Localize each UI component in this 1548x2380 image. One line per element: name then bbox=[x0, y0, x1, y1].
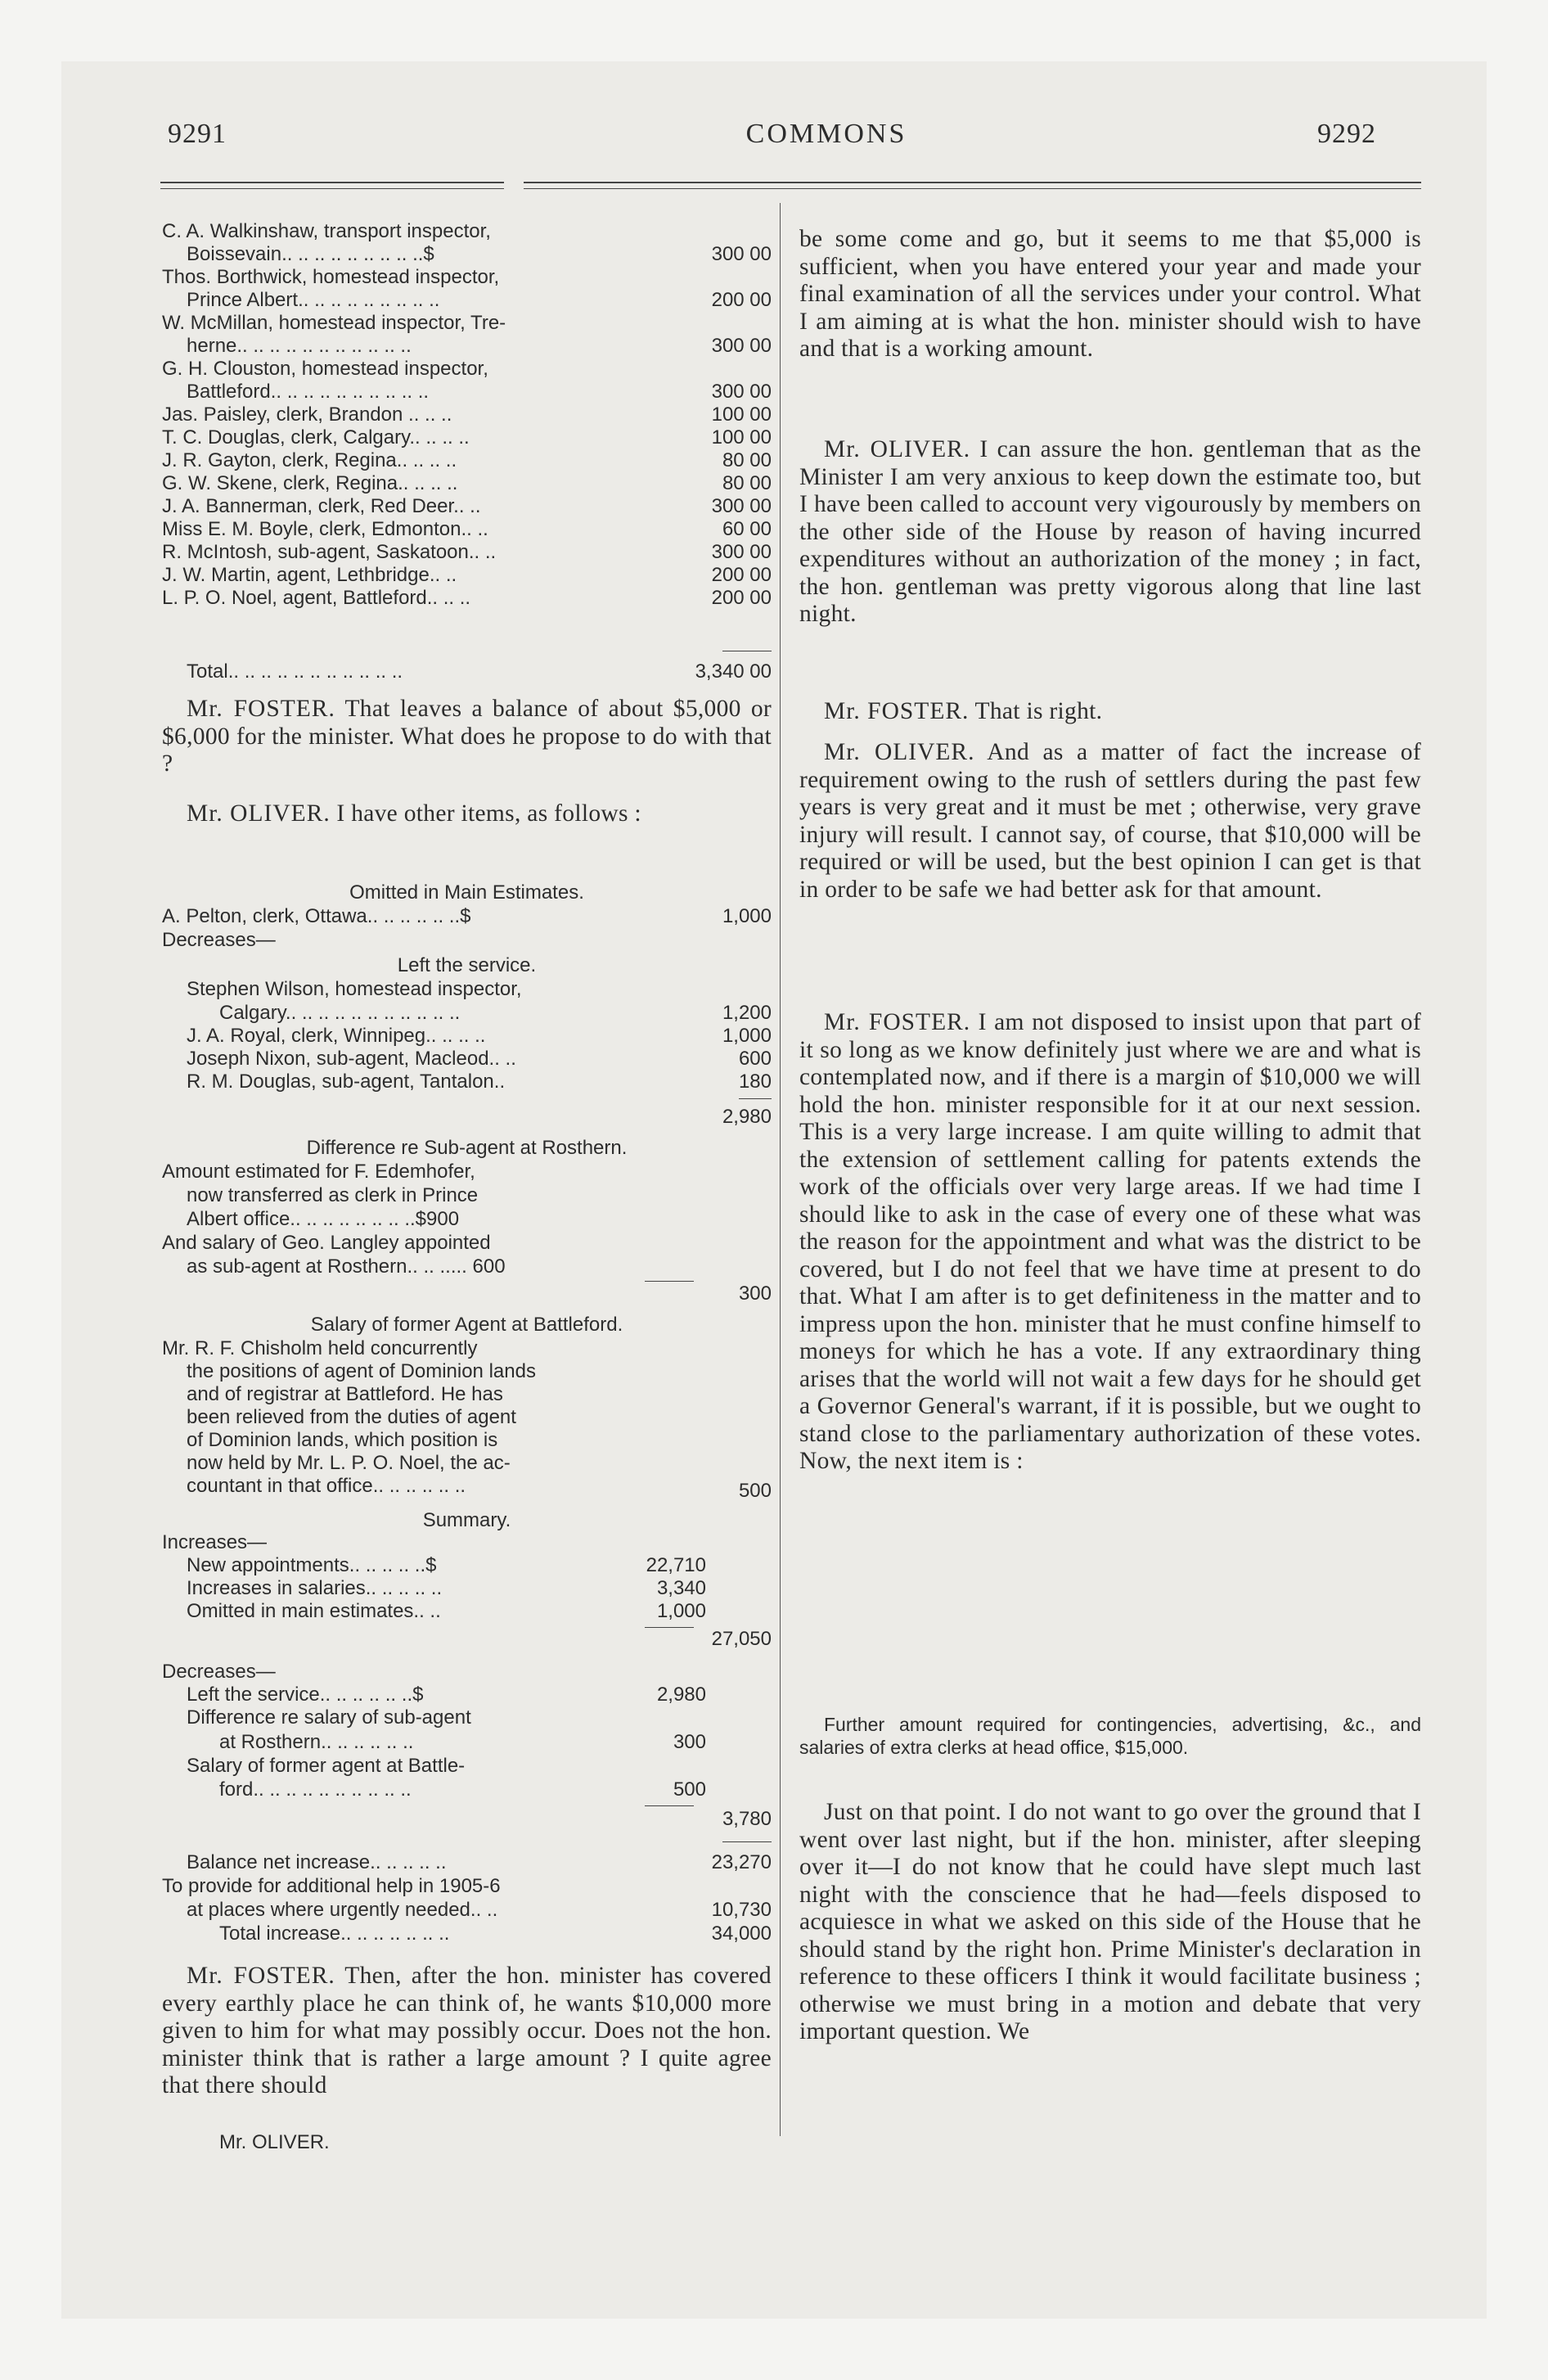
page-title: COMMONS bbox=[745, 119, 907, 149]
wilson-line: Stephen Wilson, homestead inspector, bbox=[187, 978, 522, 1000]
staff-row bbox=[162, 449, 772, 473]
staff-amount: 80 00 bbox=[722, 449, 772, 471]
pelton-amount: 1,000 bbox=[722, 905, 772, 927]
chisholm-line: Mr. R. F. Chisholm held concurrently bbox=[162, 1337, 478, 1359]
salary-former-line: ford.. .. .. .. .. .. .. .. .. .. 500 bbox=[219, 1778, 706, 1801]
decreases-total: 3,780 bbox=[722, 1808, 772, 1830]
staff-amount: 60 00 bbox=[722, 518, 772, 540]
staff-row bbox=[162, 357, 772, 381]
wilson-line: Calgary.. .. .. .. .. .. .. .. .. .. .. 1,200 bbox=[219, 1002, 772, 1024]
staff-row bbox=[162, 471, 772, 496]
speech-foster-2 bbox=[162, 1963, 772, 2100]
speech-text: be some come and go, but it seems to me that $5,000 is sufficient, when you have entered your year and made your final examination of all the services under your control. What I am aiming at is what the hon. minister should wish to have and that is a working amount. bbox=[799, 226, 1421, 362]
speech-foster-3 bbox=[799, 698, 1421, 726]
left-service-amount: 2,980 bbox=[656, 1684, 706, 1706]
staff-name: Miss E. M. Boyle, clerk, Edmonton.. .. bbox=[162, 518, 488, 540]
header-rule bbox=[524, 188, 1421, 189]
staff-name: J. A. Bannerman, clerk, Red Deer.. .. bbox=[162, 495, 481, 517]
balance-line: Balance net increase.. .. .. .. .. 23,270 bbox=[187, 1851, 772, 1873]
nixon-amount: 600 bbox=[738, 1048, 772, 1070]
staff-amount: 300 00 bbox=[711, 495, 772, 517]
provide-amount: 10,730 bbox=[711, 1899, 772, 1921]
staff-name: G. W. Skene, clerk, Regina.. .. .. .. bbox=[162, 472, 458, 494]
new-appointments-line: New appointments.. .. .. .. ..$ 22,710 bbox=[187, 1554, 706, 1576]
summary-heading: Summary. bbox=[422, 1509, 511, 1531]
staff-row bbox=[162, 426, 772, 450]
edemhofer-line: now transferred as clerk in Prince bbox=[187, 1184, 479, 1206]
staff-amount: 100 00 bbox=[711, 403, 772, 426]
chisholm-line: now held by Mr. L. P. O. Noel, the ac- bbox=[187, 1452, 511, 1474]
speech-text: I am not disposed to insist upon that part of it so long as we know definitely just where we are and what is contemplated now, and if there is a margin of $10,000 we will hold the hon. minister responsible for it at our next session. This is a very large increase. I am quite willing to admit that the extension of settlement calling for patents extends the work of the officials over very large areas. If we had time I should like to ask in the case of every one of these what was the reason for the appointment and what was the district to be covered, but I do not feel that we have time at present to do that. What I am after is to get definiteness in the matter and to impress upon the hon. minister that he must confine himself to moneys for which he has a vote. If any extraordinary thing arises that the world will not wait a few days for he should get a Governor General's warrant, if it is possible, but we ought to stand close to the parliamentary authorization of these votes. Now, the next item is : bbox=[799, 1009, 1421, 1474]
speech-continuation bbox=[799, 226, 1421, 363]
difference-heading: Difference re Sub-agent at Rosthern. bbox=[306, 1137, 628, 1159]
staff-name: J. R. Gayton, clerk, Regina.. .. .. .. bbox=[162, 449, 457, 471]
langley-line: as sub-agent at Rosthern.. .. ..... 600 bbox=[187, 1255, 506, 1278]
royal-amount: 1,000 bbox=[722, 1025, 772, 1047]
speech-text: That is right. bbox=[974, 698, 1103, 724]
page-number-right: 9292 bbox=[1317, 119, 1376, 149]
speech-text: Just on that point. I do not want to go over the ground that I went over last night, but if the hon. minister, after sleeping over it—I do not know that he could have slept much last night with the conscience that he had—feels disposed to acquiesce in what we asked on this side of the House that he should stand by the right hon. Prime Minister's declaration in reference to these officers I think it would facilitate business ; otherwise we must bring in a motion and debate that very important question. We bbox=[799, 1799, 1421, 2044]
difference-amount-line bbox=[162, 1282, 772, 1306]
speech-text: That leaves a balance of about $5,000 or $6,000 for the minister. What does he propose to do with that ? bbox=[162, 696, 772, 777]
salary-former-amount: 500 bbox=[673, 1778, 706, 1801]
left-service-line: Left the service.. .. .. .. .. ..$ 2,980 bbox=[187, 1684, 706, 1706]
left-service-heading: Left the service. bbox=[397, 954, 537, 976]
staff-name: L. P. O. Noel, agent, Battleford.. .. .. bbox=[162, 587, 471, 609]
increases-salaries-amount: 3,340 bbox=[656, 1577, 706, 1599]
staff-name: T. C. Douglas, clerk, Calgary.. .. .. .. bbox=[162, 426, 470, 449]
speech-oliver-2 bbox=[799, 436, 1421, 629]
chisholm-line: the positions of agent of Dominion lands bbox=[187, 1360, 536, 1382]
column-divider bbox=[780, 203, 781, 2136]
edemhofer-line: Albert office.. .. .. .. .. .. .. ..$900 bbox=[187, 1208, 460, 1230]
staff-amount: 200 00 bbox=[711, 289, 772, 311]
staff-location: Boissevain.. .. .. .. .. .. .. .. ..$ bbox=[187, 243, 434, 265]
staff-location: Battleford.. .. .. .. .. .. .. .. .. .. bbox=[187, 381, 430, 403]
staff-row-cont bbox=[162, 334, 772, 358]
speech-text: And as a matter of fact the increase of requirement owing to the rush of settlers during the past few years is very great and it must be met ; otherwise, very grave injury will result. I cannot say, of course, that $10,000 will be required or will be used, but the best opinion I can get is that in order to be safe we had better ask for that amount. bbox=[799, 739, 1421, 903]
speech-text: Then, after the hon. minister has covered every earthly place he can think of, he wants $10,000 more given to him for what may possibly occur. Does not the hon. minister think that is rather a large amount ? I quite agree that there should bbox=[162, 1963, 772, 2098]
staff-amount: 300 00 bbox=[711, 243, 772, 265]
chisholm-line: of Dominion lands, which position is bbox=[187, 1429, 498, 1451]
chisholm-line: countant in that office.. .. .. .. .. .. bbox=[187, 1475, 466, 1497]
provide-line: To provide for additional help in 1905-6 bbox=[162, 1875, 501, 1897]
staff-row bbox=[162, 265, 772, 290]
staff-row-cont bbox=[162, 242, 772, 267]
omitted-main-amount: 1,000 bbox=[656, 1600, 706, 1622]
staff-amount: 200 00 bbox=[711, 587, 772, 609]
staff-amount: 80 00 bbox=[722, 472, 772, 494]
header-rule bbox=[524, 182, 1421, 183]
speech-oliver-3 bbox=[799, 739, 1421, 904]
staff-row-cont bbox=[162, 380, 772, 404]
speech-text: I have other items, as follows : bbox=[336, 800, 641, 827]
staff-amount: 300 00 bbox=[711, 541, 772, 563]
staff-row bbox=[162, 494, 772, 519]
decreases-total-line bbox=[162, 1807, 772, 1832]
page-number-left: 9291 bbox=[168, 119, 227, 149]
subtotal-line bbox=[162, 1105, 772, 1129]
pelton-line: A. Pelton, clerk, Ottawa.. .. .. .. .. ..$ 1,000 bbox=[162, 905, 772, 927]
speech-foster-5 bbox=[799, 1799, 1421, 2046]
omitted-heading: Omitted in Main Estimates. bbox=[349, 881, 584, 904]
speech-foster-1 bbox=[162, 696, 772, 778]
royal-line: J. A. Royal, clerk, Winnipeg.. .. .. .. 1,000 bbox=[187, 1025, 772, 1047]
increases-total: 27,050 bbox=[711, 1628, 772, 1650]
wilson-amount: 1,200 bbox=[722, 1002, 772, 1024]
staff-name: R. McIntosh, sub-agent, Saskatoon.. .. bbox=[162, 541, 497, 563]
langley-line: And salary of Geo. Langley appointed bbox=[162, 1232, 491, 1254]
speaker-name: Mr. FOSTER. bbox=[187, 1963, 335, 1989]
staff-amount: 100 00 bbox=[711, 426, 772, 449]
chisholm-amount: 500 bbox=[738, 1480, 772, 1502]
staff-name: Thos. Borthwick, homestead inspector, bbox=[162, 266, 500, 288]
staff-name: J. W. Martin, agent, Lethbridge.. .. bbox=[162, 564, 457, 586]
speaker-name: Mr. OLIVER. bbox=[187, 800, 331, 827]
balance-rule bbox=[722, 1841, 772, 1842]
decreases-label: Decreases— bbox=[162, 929, 276, 951]
header-rule bbox=[160, 182, 504, 183]
staff-row bbox=[162, 540, 772, 565]
total-increase-amount: 34,000 bbox=[711, 1922, 772, 1945]
decreases-label: Decreases— bbox=[162, 1661, 276, 1683]
edemhofer-line: Amount estimated for F. Edemhofer, bbox=[162, 1161, 475, 1183]
staff-row bbox=[162, 311, 772, 336]
balance-amount: 23,270 bbox=[711, 1851, 772, 1873]
speaker-name: Mr. FOSTER. bbox=[824, 698, 970, 724]
staff-row bbox=[162, 517, 772, 542]
staff-name: G. H. Clouston, homestead inspector, bbox=[162, 358, 488, 380]
header-rule bbox=[160, 188, 504, 189]
total-increase-line: Total increase.. .. .. .. .. .. .. 34,000 bbox=[219, 1922, 772, 1945]
speaker-continuation: Mr. OLIVER. bbox=[219, 2131, 330, 2153]
speaker-name: Mr. FOSTER. bbox=[824, 1009, 971, 1035]
staff-name: W. McMillan, homestead inspector, Tre- bbox=[162, 312, 506, 334]
douglas-amount: 180 bbox=[738, 1071, 772, 1093]
staff-row bbox=[162, 563, 772, 588]
staff-amount: 300 00 bbox=[711, 335, 772, 357]
subtotal-rule bbox=[739, 1098, 772, 1099]
decreases-rule bbox=[645, 1805, 694, 1806]
speaker-name: Mr. OLIVER. bbox=[824, 436, 971, 462]
staff-row-cont bbox=[162, 288, 772, 313]
increases-label: Increases— bbox=[162, 1531, 268, 1553]
staff-name: C. A. Walkinshaw, transport inspector, bbox=[162, 220, 491, 242]
staff-row bbox=[162, 403, 772, 427]
chisholm-amount-line bbox=[162, 1479, 772, 1503]
estimate-item: Further amount required for contingencies, advertising, &c., and salaries of extra clerks at head office, $15,000. bbox=[799, 1714, 1421, 1758]
difference-amount: 300 bbox=[738, 1282, 772, 1305]
diff-rosthern-line: at Rosthern.. .. .. .. .. .. 300 bbox=[219, 1731, 706, 1753]
omitted-main-line: Omitted in main estimates.. .. 1,000 bbox=[187, 1600, 706, 1622]
increases-total-line bbox=[162, 1627, 772, 1652]
total-label: Total.. .. .. .. .. .. .. .. .. .. .. bbox=[187, 660, 403, 683]
chisholm-line: and of registrar at Battleford. He has bbox=[187, 1383, 503, 1405]
salary-former-line: Salary of former agent at Battle- bbox=[187, 1755, 466, 1777]
increases-salaries-line: Increases in salaries.. .. .. .. .. 3,340 bbox=[187, 1577, 706, 1599]
staff-row bbox=[162, 586, 772, 611]
former-agent-heading: Salary of former Agent at Battleford. bbox=[310, 1314, 623, 1336]
diff-rosthern-line: Difference re salary of sub-agent bbox=[187, 1706, 471, 1729]
staff-location: Prince Albert.. .. .. .. .. .. .. .. .. bbox=[187, 289, 440, 311]
speaker-name: Mr. OLIVER. bbox=[824, 739, 975, 765]
staff-row bbox=[162, 219, 772, 244]
speaker-name: Mr. FOSTER. bbox=[187, 696, 335, 722]
staff-name: Jas. Paisley, clerk, Brandon .. .. .. bbox=[162, 403, 452, 426]
staff-location: herne.. .. .. .. .. .. .. .. .. .. .. bbox=[187, 335, 412, 357]
speech-text: I can assure the hon. gentleman that as the Minister I am very anxious to keep down the estimate too, but I have been called to account very vigourously by members on the other side of the House by reason of having incurred expenditures without an authorization of the money ; in fact, the hon. gentleman was pretty vigorous along that line last night. bbox=[799, 436, 1421, 627]
diff-rosthern-amount: 300 bbox=[673, 1731, 706, 1753]
staff-amount: 300 00 bbox=[711, 381, 772, 403]
chisholm-line: been relieved from the duties of agent bbox=[187, 1406, 516, 1428]
provide-line: at places where urgently needed.. .. 10,730 bbox=[187, 1899, 772, 1921]
nixon-line: Joseph Nixon, sub-agent, Macleod.. .. 600 bbox=[187, 1048, 772, 1070]
douglas-line: R. M. Douglas, sub-agent, Tantalon.. 180 bbox=[187, 1071, 772, 1093]
staff-amount: 200 00 bbox=[711, 564, 772, 586]
speech-foster-4 bbox=[799, 1009, 1421, 1476]
subtotal-amount: 2,980 bbox=[722, 1106, 772, 1128]
speech-oliver-1 bbox=[162, 800, 772, 828]
total-line bbox=[162, 660, 772, 684]
total-amount: 3,340 00 bbox=[695, 660, 772, 683]
new-appointments-amount: 22,710 bbox=[646, 1554, 706, 1576]
